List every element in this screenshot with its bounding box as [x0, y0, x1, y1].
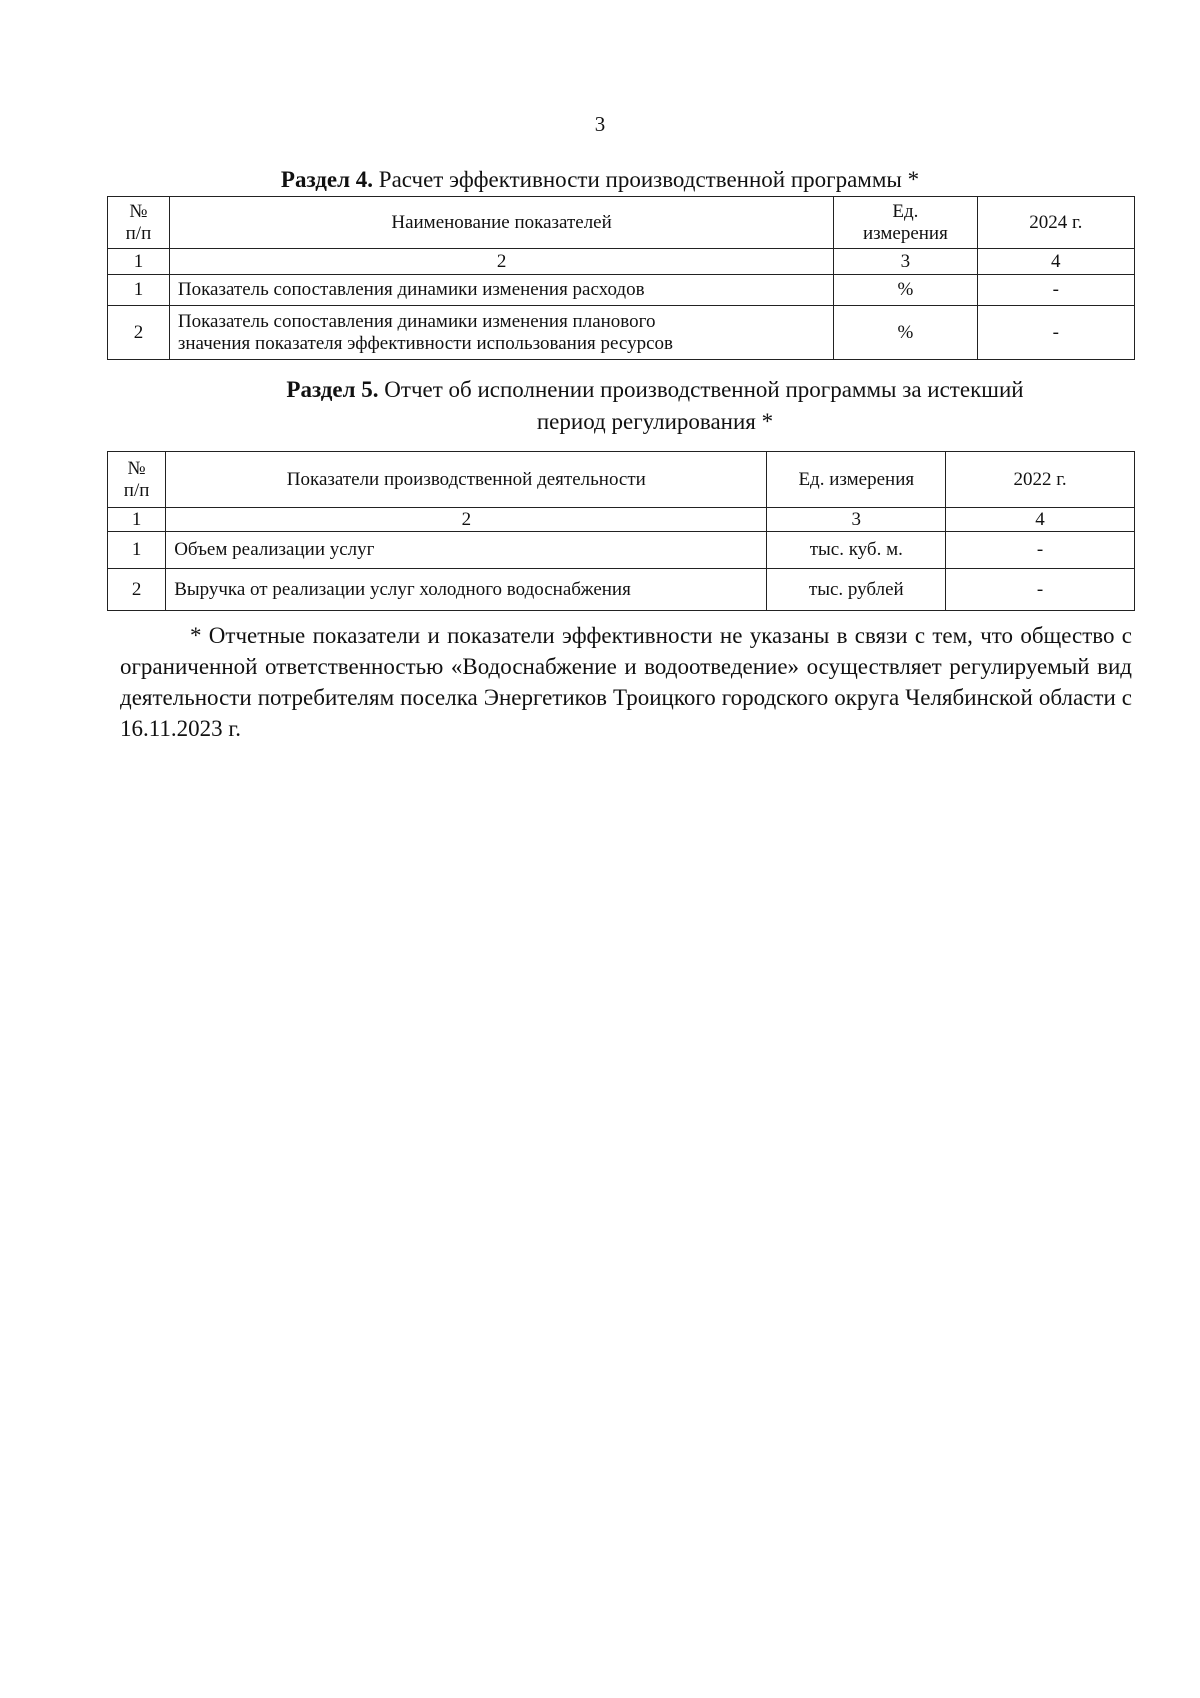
row-name: Объем реализации услуг	[166, 532, 767, 569]
page-number: 3	[594, 112, 606, 136]
section5-title	[0, 374, 1200, 438]
index-cell: 1	[108, 249, 170, 275]
header-unit: Ед. измерения	[834, 197, 977, 249]
row-num: 1	[108, 275, 170, 306]
row-num: 1	[108, 532, 166, 569]
section5-title-line2: период регулирования *	[536, 409, 774, 434]
row-num: 2	[108, 306, 170, 360]
index-cell: 3	[767, 508, 946, 532]
row-unit: тыс. куб. м.	[767, 532, 946, 569]
section4-title	[0, 164, 1200, 196]
header-year: 2024 г.	[977, 197, 1134, 249]
section4-table	[107, 196, 1135, 360]
row-value: -	[977, 306, 1134, 360]
table-row	[108, 532, 1135, 569]
index-cell: 2	[166, 508, 767, 532]
table-index-row	[108, 508, 1135, 532]
section4-title-bold: Раздел 4.	[280, 167, 374, 192]
section4-title-rest: Расчет эффективности производственной программы *	[373, 167, 920, 192]
row-unit: %	[834, 275, 977, 306]
index-cell: 3	[834, 249, 977, 275]
row-unit: тыс. рублей	[767, 569, 946, 611]
header-num: № п/п	[108, 197, 170, 249]
table-header-row	[108, 197, 1135, 249]
row-value: -	[946, 569, 1135, 611]
section5-title-bold: Раздел 5.	[286, 377, 379, 402]
index-cell: 2	[169, 249, 833, 275]
table-row	[108, 275, 1135, 306]
row-name: Показатель сопоставления динамики изменения расходов	[169, 275, 833, 306]
header-unit: Ед. измерения	[767, 452, 946, 508]
row-num: 2	[108, 569, 166, 611]
header-year: 2022 г.	[946, 452, 1135, 508]
index-cell: 4	[946, 508, 1135, 532]
table-row	[108, 569, 1135, 611]
table-header-row	[108, 452, 1135, 508]
header-name: Показатели производственной деятельности	[166, 452, 767, 508]
table-row	[108, 306, 1135, 360]
header-name: Наименование показателей	[169, 197, 833, 249]
table-index-row	[108, 249, 1135, 275]
section5-table	[107, 451, 1135, 611]
index-cell: 4	[977, 249, 1134, 275]
section5-title-rest: Отчет об исполнении производственной программы за истекший	[378, 377, 1024, 402]
row-value: -	[946, 532, 1135, 569]
index-cell: 1	[108, 508, 166, 532]
row-name: Показатель сопоставления динамики изменения планового значения показателя эффективности использования ресурсов	[169, 306, 833, 360]
row-value: -	[977, 275, 1134, 306]
row-unit: %	[834, 306, 977, 360]
footnote: * Отчетные показатели и показатели эффективности не указаны в связи с тем, что общество с ограниченной ответственностью «Водоснабжение и водоотведение» осуществляет регулируемый вид деятельности потребителям поселка Энергетиков Троицкого городского округа Челябинской области с 16.11.2023 г.	[120, 623, 1132, 741]
row-name: Выручка от реализации услуг холодного водоснабжения	[166, 569, 767, 611]
header-num: № п/п	[108, 452, 166, 508]
